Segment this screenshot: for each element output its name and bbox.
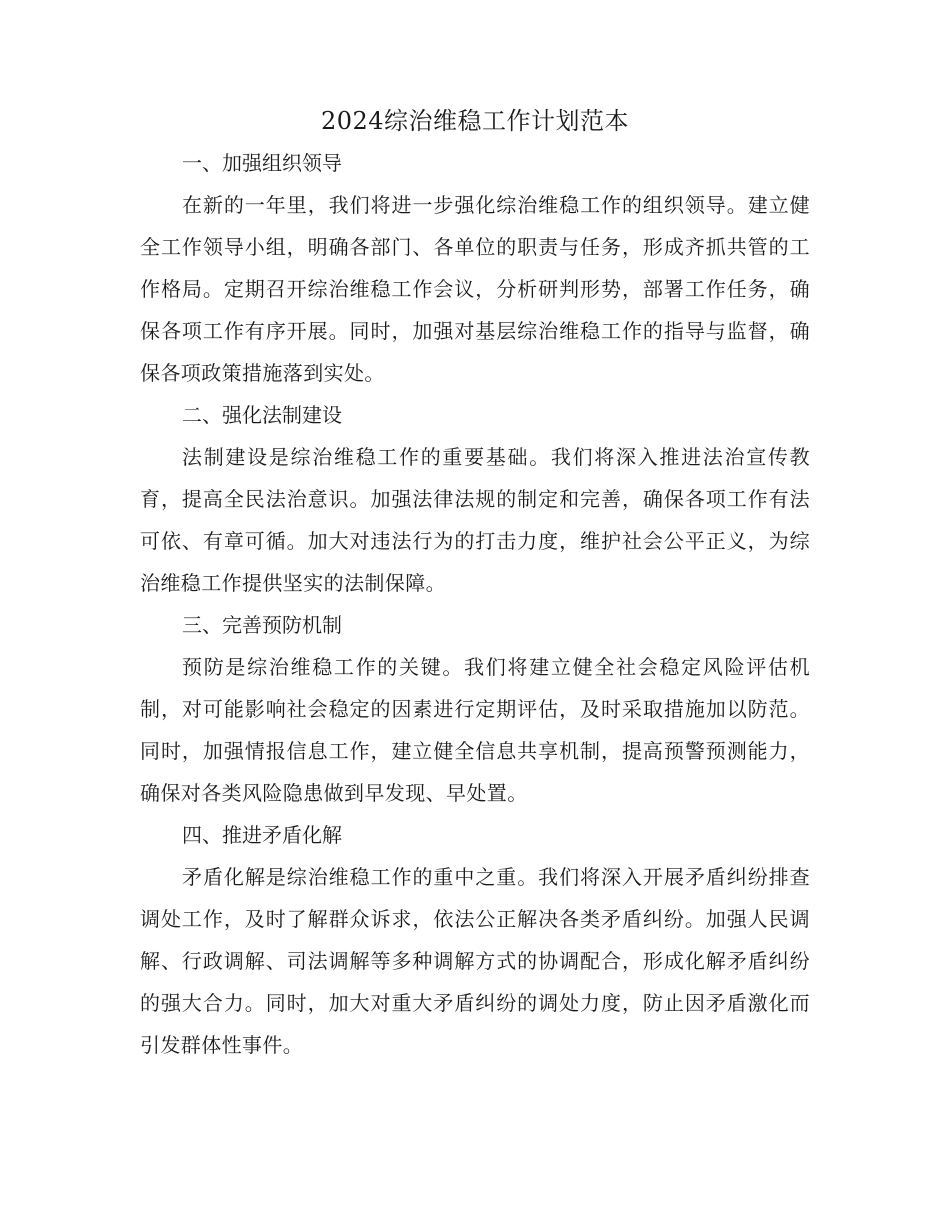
section-heading-4: 四、推进矛盾化解 <box>182 823 342 847</box>
document-title: 2024综治维稳工作计划范本 <box>320 107 630 135</box>
section-paragraph-3: 预防是综治维稳工作的关键。我们将建立健全社会稳定风险评估机制，对可能影响社会稳定的因素进行定期评估，及时采取措施加以防范。同时，加强情报信息工作，建立健全信息共享机制，提高预警预测能力，确保对各类风险隐患做到早发现、早处置。 <box>140 655 810 805</box>
section-paragraph-2: 法制建设是综治维稳工作的重要基础。我们将深入推进法治宣传教育，提高全民法治意识。加强法律法规的制定和完善，确保各项工作有法可依、有章可循。加大对违法行为的打击力度，维护社会公平正义，为综治维稳工作提供坚实的法制保障。 <box>140 445 810 595</box>
section-paragraph-1: 在新的一年里，我们将进一步强化综治维稳工作的组织领导。建立健全工作领导小组，明确各部门、各单位的职责与任务，形成齐抓共管的工作格局。定期召开综治维稳工作会议，分析研判形势，部署工作任务，确保各项工作有序开展。同时，加强对基层综治维稳工作的指导与监督，确保各项政策措施落到实处。 <box>140 193 810 385</box>
section-heading-2: 二、强化法制建设 <box>182 403 342 427</box>
section-heading-1: 一、加强组织领导 <box>182 151 342 175</box>
section-heading-3: 三、完善预防机制 <box>182 613 342 637</box>
document-page <box>140 100 810 1066</box>
section-paragraph-4: 矛盾化解是综治维稳工作的重中之重。我们将深入开展矛盾纠纷排查调处工作，及时了解群众诉求，依法公正解决各类矛盾纠纷。加强人民调解、行政调解、司法调解等多种调解方式的协调配合，形成化解矛盾纠纷的强大合力。同时，加大对重大矛盾纠纷的调处力度，防止因矛盾激化而引发群体性事件。 <box>140 865 810 1057</box>
